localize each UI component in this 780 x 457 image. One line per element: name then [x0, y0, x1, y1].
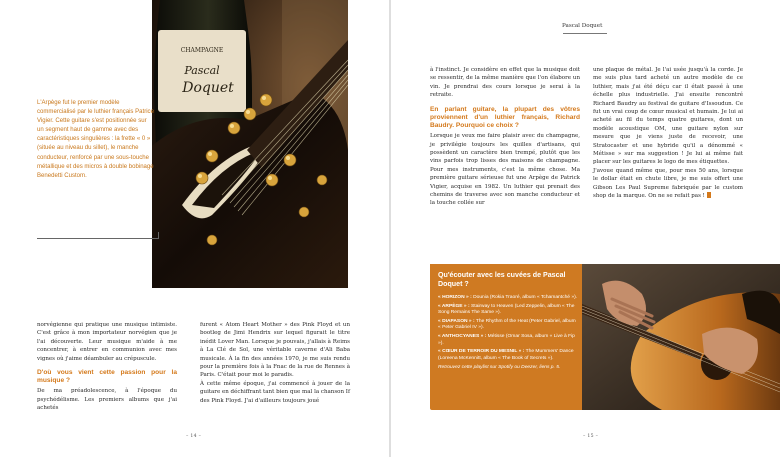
- right-col1-paragraph-2: Lorsque je veux me faire plaisir avec du champagne, je privilégie toujours les quilles d'artisans, qui possèdent un caractère bien trempé, plutôt que les vins parfois trop lisses des maisons de champagne. Pour mes instruments, c'est la même chose. Ma première guitare sérieuse fut une Arpège de Patrick Vigier, acquise en 1982. Un luthier qui prenait des chemins de traverse avec son manche conducteur et la touche collée sur: [430, 133, 580, 207]
- running-head-rule: [563, 33, 607, 34]
- photo-illustration: [152, 0, 348, 288]
- right-column-2: [593, 66, 743, 201]
- cuvee-name: « DIAPASON » :: [438, 319, 475, 325]
- right-col1-heading: En parlant guitare, la plupart des vôtres proviennent d'un luthier français, Richard Baudry. Pourquoi ce choix ?: [430, 105, 580, 130]
- right-col1-paragraph: à l'instinct. Je considère en effet que la musique doit se ressentir, de la même manière que l'on élabore un vin. Je prendrai des cours lorsque je serai à la retraite.: [430, 67, 580, 99]
- left-column-2: [200, 321, 350, 405]
- guitarist-hands-photo: [582, 264, 780, 410]
- song-detail: Stairway to Heaven (Led Zeppelin, album « The Song Remains The Same »).: [438, 303, 575, 316]
- guitar-champagne-photo: [152, 0, 348, 288]
- playlist-item: [438, 295, 578, 301]
- left-page-number: – 14 –: [186, 434, 202, 439]
- playlist-box: [430, 264, 582, 410]
- caption-rule-corner: [152, 232, 159, 239]
- right-col2-paragraph: une plaque de métal. Je l'ai usée jusqu'à la corde. Je me suis plus tard acheté un autre modèle de ce luthier, mais j'ai été déçu car il était passé à une échelle plus industrielle. J'ai ensuite rencontré Richard Baudry au festival de guitare d'Issoudun. Ce fut un vrai coup de cœur musical et humain. Je lui ai acheté au fil du temps quatre guitares, dont un modèle acoustique OM, une guitare nylon sur mesure que je viens juste de recevoir, une Stratocaster et une hybride qu'il a dénommé « Métisse » sur ma suggestion ! Je lui ai même fait placer sur les guitares le logo de mes étiquettes.: [593, 67, 743, 166]
- caption-text: L'Arpège fut le premier modèle commercialisé par le luthier français Patrice Vigier. Cette guitare s'est positionnée sur un segment haut de gamme avec des caractéristiques singulières : la frette « 0 » (située au niveau du sillet), le manche conducteur, renforcé par une sous-touche métallique et des micros à double bobinage Benedetti Custom.: [37, 100, 154, 179]
- right-column-1: [430, 66, 580, 208]
- playlist-item: [438, 319, 578, 332]
- guitarist-illustration: [582, 264, 780, 410]
- song-detail: Dounia (Rokia Traoré, album « Tchamantché »).: [473, 295, 578, 300]
- song-detail: The Rhythm of the Heat (Peter Gabriel, album « Peter Gabriel IV »).: [438, 319, 576, 331]
- playlist-item: [438, 349, 578, 362]
- end-of-article-mark: [707, 192, 711, 198]
- cuvee-name: « ANTHOCYANES » :: [438, 334, 487, 340]
- left-col1-heading: D'où vous vient cette passion pour la musique ?: [37, 369, 177, 385]
- cuvee-name: « HORIZON » :: [438, 295, 472, 300]
- bottle-label-line2: Pascal: [184, 64, 220, 77]
- playlist-item: [438, 334, 578, 347]
- left-col1-paragraph-2: De ma préadolescence, à l'époque du psychédélisme. Les premiers albums que j'ai achetés: [37, 388, 177, 412]
- cuvee-name: « CŒUR DE TERROIR DU MESNIL » :: [438, 349, 525, 355]
- cuvee-name: « ARPÈGE » :: [438, 303, 470, 309]
- song-detail: Métisse (Omar Sosa, album « Live à Fip »).: [438, 334, 575, 346]
- bottle-label-line3: Doquet: [182, 80, 234, 96]
- left-col1-paragraph: norvégienne qui pratique une musique intimiste. C'est grâce à mon importateur norvégien que je l'ai découverte. Leur musique m'aide à me concentrer, à entrer en communion avec mes vignes où j'aime déambuler au crépuscule.: [37, 322, 177, 362]
- playlist-list: [438, 295, 578, 374]
- left-col2-paragraph: furent « Atom Heart Mother » des Pink Floyd et un bootleg de Jimi Hendrix sur lequel figurait le titre inédit Lover Man. Lorsque je pouvais, j'allais à Reims à La Clé de Sol, une véritable caverne d'Ali Baba musicale. À la fin des années 1970, je me suis rendu pour la première fois à la Fnac de la rue de Rennes à Paris. C'était pour moi le paradis.: [200, 322, 350, 379]
- song-detail: The Mummers' Dance (Loreena McKennitt, album « The Book of Secrets »).: [438, 349, 574, 361]
- spine-fold: [389, 0, 391, 457]
- left-col2-paragraph-2: À cette même époque, j'ai commencé à jouer de la guitare en déchiffrant tant bien que mal la chanson If des Pink Floyd. J'ai d'ailleurs toujours joué: [200, 380, 350, 404]
- running-head: Pascal Doquet: [562, 23, 603, 29]
- playlist-box-title: Qu'écouter avec les cuvées de Pascal Doquet ?: [438, 271, 566, 288]
- right-col2-paragraph-2: [593, 167, 743, 201]
- playlist-item: [438, 304, 578, 317]
- bottle-label-line1: CHAMPAGNE: [180, 47, 224, 54]
- photo-caption: [37, 96, 154, 239]
- right-col2-closing: J'avoue quand même que, pour mes 50 ans, lorsque le dollar était en chute libre, je me suis offert une Gibson Les Paul Supreme fabriquée par le custom shop de la marque. On ne se refait pas !: [593, 167, 743, 200]
- right-page-number: – 15 –: [583, 434, 599, 439]
- playlist-footer: Retrouvez cette playlist sur Spotify ou Deezer, liens p. 5.: [438, 364, 561, 370]
- left-column-1: [37, 321, 177, 413]
